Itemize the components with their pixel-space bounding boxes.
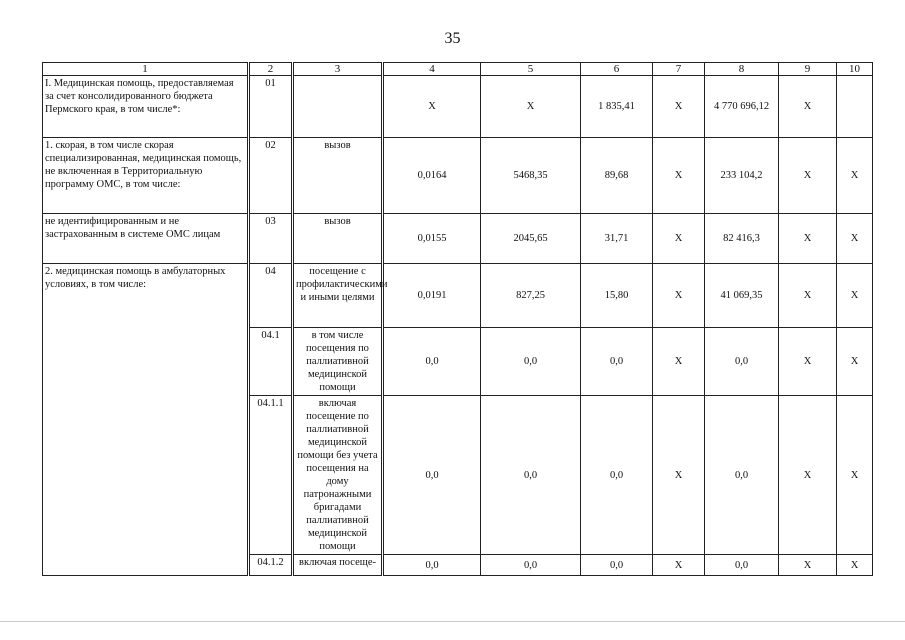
cell-value: Х — [481, 76, 581, 138]
table-row — [43, 76, 873, 138]
cell-value: Х — [837, 396, 873, 555]
row-unit: в том числе посещения по паллиативной медицинской помощи — [293, 328, 383, 396]
row-code: 02 — [249, 138, 293, 214]
column-header: 4 — [383, 63, 481, 76]
cell-value: Х — [837, 264, 873, 328]
cell-value: Х — [779, 396, 837, 555]
cell-value: 0,0 — [481, 396, 581, 555]
cell-value: Х — [653, 264, 705, 328]
cell-value — [837, 76, 873, 138]
row-code: 04.1.1 — [249, 396, 293, 555]
cell-value: Х — [779, 328, 837, 396]
cell-value: Х — [779, 76, 837, 138]
row-unit: посещение с профилактическими и иными целями — [293, 264, 383, 328]
table-row — [43, 214, 873, 264]
column-header: 8 — [705, 63, 779, 76]
row-name — [43, 396, 249, 555]
cell-value: Х — [837, 138, 873, 214]
tariff-table — [42, 62, 873, 576]
row-code: 01 — [249, 76, 293, 138]
cell-value: 0,0164 — [383, 138, 481, 214]
column-header: 9 — [779, 63, 837, 76]
cell-value: Х — [779, 214, 837, 264]
cell-value: 0,0 — [481, 328, 581, 396]
cell-value: Х — [653, 138, 705, 214]
row-unit — [293, 76, 383, 138]
table-row — [43, 555, 873, 576]
cell-value: Х — [779, 264, 837, 328]
column-header: 5 — [481, 63, 581, 76]
cell-value: 5468,35 — [481, 138, 581, 214]
cell-value: Х — [653, 214, 705, 264]
cell-value: 0,0 — [581, 396, 653, 555]
column-header: 1 — [43, 63, 249, 76]
cell-value: 0,0 — [383, 396, 481, 555]
cell-value: 0,0191 — [383, 264, 481, 328]
cell-value: 4 770 696,12 — [705, 76, 779, 138]
column-header: 3 — [293, 63, 383, 76]
cell-value: 0,0 — [481, 555, 581, 576]
cell-value: Х — [837, 214, 873, 264]
column-header: 6 — [581, 63, 653, 76]
row-code: 03 — [249, 214, 293, 264]
header-row — [43, 63, 873, 76]
table-row — [43, 264, 873, 328]
cell-value: 15,80 — [581, 264, 653, 328]
page-number: 35 — [444, 30, 461, 47]
cell-value: 89,68 — [581, 138, 653, 214]
table-row — [43, 138, 873, 214]
cell-value: Х — [653, 396, 705, 555]
cell-value: 0,0 — [581, 328, 653, 396]
cell-value: 1 835,41 — [581, 76, 653, 138]
row-name: 1. скорая, в том числе скорая специализированная, медицинская помощь, не включенная в Территориальную программу ОМС, в том числе: — [43, 138, 249, 214]
cell-value: Х — [653, 328, 705, 396]
cell-value: 0,0 — [705, 396, 779, 555]
row-code: 04.1 — [249, 328, 293, 396]
cell-value: 2045,65 — [481, 214, 581, 264]
row-name: не идентифицированным и не застрахованным в системе ОМС лицам — [43, 214, 249, 264]
cell-value: Х — [653, 555, 705, 576]
cell-value: 827,25 — [481, 264, 581, 328]
cell-value: Х — [383, 76, 481, 138]
cell-value: Х — [779, 555, 837, 576]
cell-value: 31,71 — [581, 214, 653, 264]
row-unit: вызов — [293, 214, 383, 264]
column-header: 10 — [837, 63, 873, 76]
cell-value: 0,0 — [383, 328, 481, 396]
cell-value: Х — [653, 76, 705, 138]
row-code: 04 — [249, 264, 293, 328]
row-name: I. Медицинская помощь, предоставляемая за счет консолидированного бюджета Пермского края, в том числе*: — [43, 76, 249, 138]
cell-value: 0,0155 — [383, 214, 481, 264]
column-header: 7 — [653, 63, 705, 76]
row-name — [43, 555, 249, 576]
cell-value: 82 416,3 — [705, 214, 779, 264]
cell-value: Х — [837, 328, 873, 396]
cell-value: Х — [779, 138, 837, 214]
row-unit: включая посещение по паллиативной медицинской помощи без учета посещения на дому патронажными бригадами паллиативной медицинской помощи — [293, 396, 383, 555]
cell-value: Х — [837, 555, 873, 576]
cell-value: 0,0 — [383, 555, 481, 576]
row-unit: включая посеще- — [293, 555, 383, 576]
cell-value: 233 104,2 — [705, 138, 779, 214]
table-row — [43, 396, 873, 555]
row-name — [43, 328, 249, 396]
cell-value: 0,0 — [705, 555, 779, 576]
row-code: 04.1.2 — [249, 555, 293, 576]
row-unit: вызов — [293, 138, 383, 214]
cell-value: 0,0 — [581, 555, 653, 576]
column-header: 2 — [249, 63, 293, 76]
scan-edge — [0, 621, 905, 622]
table-row — [43, 328, 873, 396]
row-name: 2. медицинская помощь в амбулаторных условиях, в том числе: — [43, 264, 249, 328]
cell-value: 0,0 — [705, 328, 779, 396]
cell-value: 41 069,35 — [705, 264, 779, 328]
